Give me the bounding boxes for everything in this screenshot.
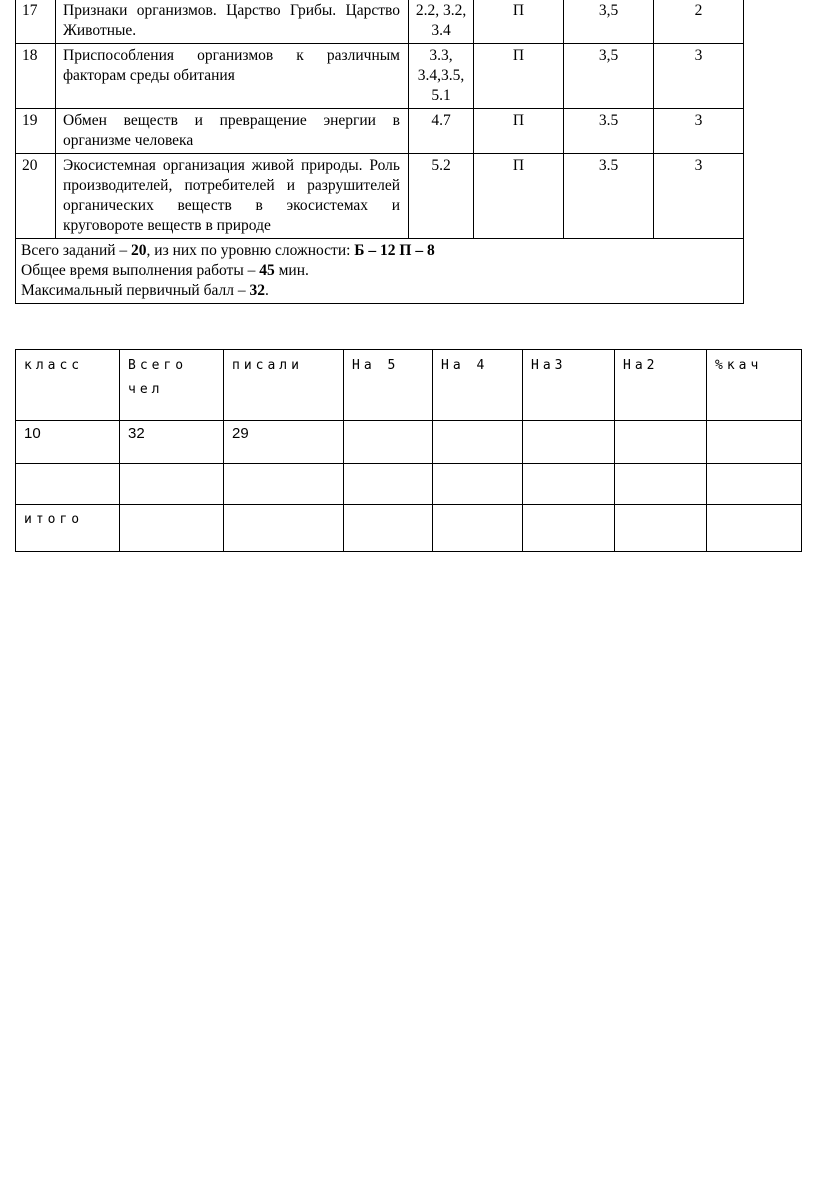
- task-number: 17: [16, 0, 56, 44]
- cell-empty: [16, 464, 120, 505]
- summary-row: [16, 239, 744, 304]
- task-points: 3: [654, 154, 744, 239]
- task-number: 19: [16, 109, 56, 154]
- cell-empty: [344, 505, 433, 552]
- task-codes: [409, 44, 474, 109]
- code-line: 5.2: [431, 157, 451, 174]
- header-quality-percent: %кач: [707, 350, 802, 421]
- task-topic: Экосистемная организация живой природы. Роль производителей, потребителей и разрушителей органических веществ в экосистемах и круговороте веществ в природе: [56, 154, 409, 239]
- task-number: 18: [16, 44, 56, 109]
- cell-empty: [433, 505, 523, 552]
- cell-empty: [615, 464, 707, 505]
- summary-time-line: Общее время выполнения работы – 45 мин.: [21, 262, 309, 279]
- header-grade-2: На2: [615, 350, 707, 421]
- task-time: 3,5: [564, 44, 654, 109]
- cell-empty: [615, 505, 707, 552]
- cell-quality-percent: [707, 421, 802, 464]
- code-line: 3.4,3.5,: [417, 67, 465, 84]
- cell-empty: [433, 464, 523, 505]
- results-row-empty: [16, 464, 802, 505]
- code-line: 3.3,: [429, 47, 453, 64]
- task-row-18: [16, 44, 744, 109]
- cell-empty: [523, 505, 615, 552]
- code-line: 2.2, 3.2,: [415, 2, 467, 19]
- header-total-people: Всего чел: [120, 350, 224, 421]
- cell-grade-3: [523, 421, 615, 464]
- results-row-total: [16, 505, 802, 552]
- task-points: 3: [654, 109, 744, 154]
- task-topic: Приспособления организмов к различным факторам среды обитания: [56, 44, 409, 109]
- results-table: [15, 349, 802, 552]
- cell-empty: [707, 464, 802, 505]
- task-time: 3.5: [564, 109, 654, 154]
- task-row-17: [16, 0, 744, 44]
- summary-cell: [16, 239, 744, 304]
- header-grade-5: На 5: [344, 350, 433, 421]
- cell-empty: [120, 464, 224, 505]
- cell-total-people: 32: [120, 421, 224, 464]
- cell-empty: [120, 505, 224, 552]
- task-level: П: [474, 0, 564, 44]
- task-codes: [409, 154, 474, 239]
- task-points: 3: [654, 44, 744, 109]
- cell-wrote: 29: [224, 421, 344, 464]
- task-level: П: [474, 109, 564, 154]
- header-wrote: писали: [224, 350, 344, 421]
- results-row-10: [16, 421, 802, 464]
- cell-class: 10: [16, 421, 120, 464]
- task-topic: Обмен веществ и превращение энергии в организме человека: [56, 109, 409, 154]
- task-codes: [409, 109, 474, 154]
- task-time: 3.5: [564, 154, 654, 239]
- summary-score-line: Максимальный первичный балл – 32.: [21, 282, 269, 299]
- cell-empty: [707, 505, 802, 552]
- cell-total-label: итого: [16, 505, 120, 552]
- cell-grade-2: [615, 421, 707, 464]
- task-time: 3,5: [564, 0, 654, 44]
- cell-grade-5: [344, 421, 433, 464]
- task-points: 2: [654, 0, 744, 44]
- header-grade-4: На 4: [433, 350, 523, 421]
- header-grade-3: На3: [523, 350, 615, 421]
- code-line: 5.1: [431, 87, 451, 104]
- cell-empty: [224, 505, 344, 552]
- task-number: 20: [16, 154, 56, 239]
- cell-empty: [523, 464, 615, 505]
- task-level: П: [474, 44, 564, 109]
- task-codes: [409, 0, 474, 44]
- summary-total-line: Всего заданий – 20, из них по уровню сложности: Б – 12 П – 8: [21, 242, 435, 259]
- task-row-19: [16, 109, 744, 154]
- task-topic: Признаки организмов. Царство Грибы. Царство Животные.: [56, 0, 409, 44]
- task-level: П: [474, 154, 564, 239]
- task-row-20: [16, 154, 744, 239]
- tasks-table: [15, 0, 744, 304]
- code-line: 3.4: [431, 22, 451, 39]
- code-line: 4.7: [431, 112, 451, 129]
- cell-empty: [224, 464, 344, 505]
- results-header-row: [16, 350, 802, 421]
- cell-empty: [344, 464, 433, 505]
- cell-grade-4: [433, 421, 523, 464]
- header-class: класс: [16, 350, 120, 421]
